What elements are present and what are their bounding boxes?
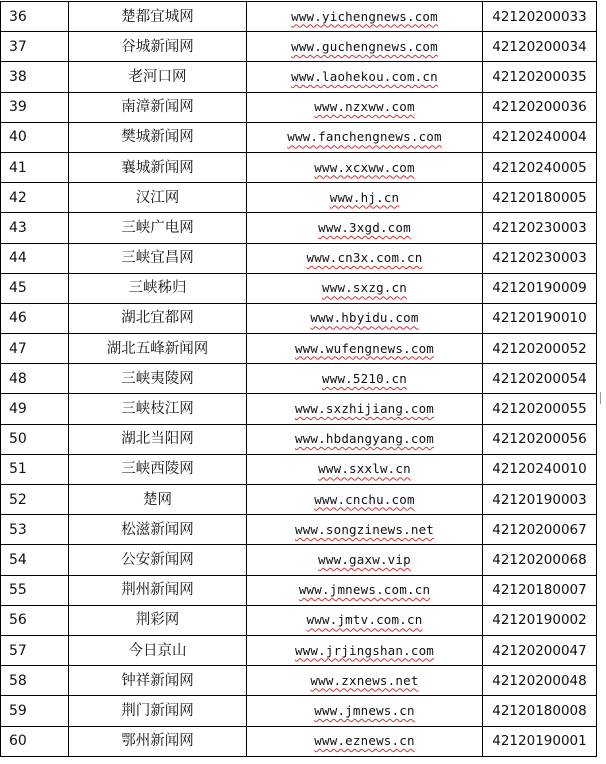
license-number: 42120190003 [492,491,587,508]
site-url: www.5210.cn [322,370,407,386]
site-name: 三峡夷陵网 [121,370,194,387]
table-row [1,575,597,605]
license-number-cell [483,92,597,122]
license-number-cell [483,515,597,545]
license-number-cell [483,726,597,756]
license-number-cell [483,183,597,213]
row-number-cell [1,515,69,545]
table-row [1,213,597,243]
website-registry-table [0,1,597,757]
row-number: 41 [9,159,27,176]
row-number: 42 [9,189,27,206]
site-url: www.songzinews.net [294,521,435,537]
site-name: 三峡宜昌网 [121,250,194,267]
license-number: 42120200054 [492,370,587,387]
site-url: www.eznews.cn [314,733,415,749]
table-row [1,485,597,515]
license-number: 42120200035 [492,68,587,85]
site-name-cell [69,2,247,32]
site-name: 老河口网 [128,68,187,85]
site-url: www.zxnews.net [310,672,419,688]
site-url: www.yichengnews.com [291,8,438,24]
table-row [1,666,597,696]
license-number: 42120190002 [492,612,587,629]
site-name: 樊城新闻网 [121,129,194,146]
site-name-cell [69,545,247,575]
site-name-cell [69,726,247,756]
site-url-cell [247,394,483,424]
license-number: 42120200033 [492,8,587,25]
row-number: 60 [9,733,27,750]
site-url-cell [247,515,483,545]
license-number-cell [483,243,597,273]
row-number-cell [1,364,69,394]
row-number: 47 [9,340,27,357]
site-name-cell [69,635,247,665]
table-row [1,243,597,273]
row-number-cell [1,122,69,152]
row-number: 54 [9,551,27,568]
row-number: 38 [9,68,27,85]
table-row [1,545,597,575]
row-number-cell [1,605,69,635]
site-name: 楚网 [143,491,172,508]
site-name-cell [69,424,247,454]
site-name: 南漳新闻网 [121,99,194,116]
site-name: 荆彩网 [135,612,180,629]
site-url-cell [247,635,483,665]
license-number-cell [483,2,597,32]
license-number: 42120200047 [492,642,587,659]
row-number: 36 [9,8,27,25]
license-number: 42120180005 [492,189,587,206]
site-url: www.sxzg.cn [322,280,407,296]
license-number: 42120180008 [492,702,587,719]
row-number-cell [1,92,69,122]
table-row [1,696,597,726]
row-number-cell [1,273,69,303]
row-number: 37 [9,38,27,55]
site-url: www.sxzhijiang.com [294,401,435,417]
site-url: www.sxxlw.cn [318,461,411,477]
site-name-cell [69,515,247,545]
site-url: www.wufengnews.com [294,340,435,356]
site-name-cell [69,303,247,333]
license-number-cell [483,545,597,575]
row-number-cell [1,666,69,696]
site-url: www.cn3x.com.cn [306,250,423,266]
site-url-cell [247,424,483,454]
row-number: 55 [9,582,27,599]
site-name: 钟祥新闻网 [121,672,194,689]
license-number-cell [483,32,597,62]
site-url: www.jmtv.com.cn [306,612,423,628]
site-url: www.xcxww.com [314,159,415,175]
site-url-cell [247,454,483,484]
license-number: 42120200034 [492,38,587,55]
site-name-cell [69,696,247,726]
row-number-cell [1,485,69,515]
site-name-cell [69,394,247,424]
site-url-cell [247,213,483,243]
row-number: 49 [9,401,27,418]
site-url: www.jmnews.com.cn [298,582,431,598]
site-url-cell [247,183,483,213]
row-number-cell [1,394,69,424]
site-url-cell [247,575,483,605]
license-number-cell [483,122,597,152]
site-url: www.cnchu.com [314,491,415,507]
site-name-cell [69,122,247,152]
row-number-cell [1,575,69,605]
license-number-cell [483,605,597,635]
site-name-cell [69,273,247,303]
table-row [1,424,597,454]
row-number-cell [1,454,69,484]
table-row [1,62,597,92]
site-url: www.hbyidu.com [310,310,419,326]
site-url-cell [247,696,483,726]
license-number: 42120190010 [492,310,587,327]
site-name: 襄城新闻网 [121,159,194,176]
site-url-cell [247,303,483,333]
license-number: 42120200036 [492,99,587,116]
site-name: 公安新闻网 [121,551,194,568]
site-name-cell [69,152,247,182]
site-name: 今日京山 [128,642,187,659]
license-number-cell [483,454,597,484]
row-number: 51 [9,461,27,478]
row-number: 52 [9,491,27,508]
row-number: 43 [9,219,27,236]
license-number-cell [483,62,597,92]
license-number: 42120190009 [492,280,587,297]
site-url: www.jrjingshan.com [294,642,435,658]
site-name-cell [69,243,247,273]
license-number: 42120200055 [492,401,587,418]
site-name: 汉江网 [135,189,180,206]
row-number: 57 [9,642,27,659]
row-number: 48 [9,370,27,387]
table-row [1,454,597,484]
site-url-cell [247,726,483,756]
page-edge-mark [600,392,606,404]
license-number-cell [483,424,597,454]
row-number: 40 [9,129,27,146]
site-url-cell [247,666,483,696]
site-url-cell [247,152,483,182]
table-row [1,605,597,635]
table-row [1,394,597,424]
site-url-cell [247,32,483,62]
row-number-cell [1,183,69,213]
row-number: 56 [9,612,27,629]
license-number-cell [483,394,597,424]
site-name: 松滋新闻网 [121,521,194,538]
site-name-cell [69,364,247,394]
row-number: 53 [9,521,27,538]
site-url-cell [247,2,483,32]
license-number-cell [483,364,597,394]
site-name: 湖北当阳网 [121,431,194,448]
row-number-cell [1,152,69,182]
site-name-cell [69,213,247,243]
site-url-cell [247,485,483,515]
row-number-cell [1,424,69,454]
license-number: 42120200052 [492,340,587,357]
license-number: 42120180007 [492,582,587,599]
row-number-cell [1,303,69,333]
row-number-cell [1,545,69,575]
license-number: 42120230003 [492,250,587,267]
site-url-cell [247,122,483,152]
site-url: www.hj.cn [329,189,400,205]
license-number: 42120240004 [492,129,587,146]
row-number-cell [1,62,69,92]
row-number: 45 [9,280,27,297]
site-name-cell [69,62,247,92]
table-row [1,273,597,303]
license-number-cell [483,666,597,696]
row-number-cell [1,243,69,273]
table-row [1,334,597,364]
row-number-cell [1,32,69,62]
license-number-cell [483,213,597,243]
site-url: www.jmnews.cn [314,702,415,718]
site-url: www.gaxw.vip [318,551,411,567]
table-row [1,635,597,665]
license-number: 42120240005 [492,159,587,176]
site-url-cell [247,364,483,394]
site-url: www.3xgd.com [318,219,411,235]
site-name: 鄂州新闻网 [121,733,194,750]
table-row [1,152,597,182]
table-row [1,2,597,32]
site-name: 三峡广电网 [121,219,194,236]
site-name-cell [69,32,247,62]
license-number-cell [483,273,597,303]
site-name-cell [69,666,247,696]
site-url-cell [247,605,483,635]
table-row [1,92,597,122]
site-name: 三峡枝江网 [121,401,194,418]
row-number: 50 [9,431,27,448]
row-number: 58 [9,672,27,689]
table-row [1,515,597,545]
license-number-cell [483,334,597,364]
license-number-cell [483,635,597,665]
row-number-cell [1,726,69,756]
license-number: 42120200056 [492,431,587,448]
row-number-cell [1,696,69,726]
site-name-cell [69,454,247,484]
table-body [1,2,597,757]
table-row [1,122,597,152]
table-row [1,364,597,394]
license-number: 42120240010 [492,461,587,478]
row-number-cell [1,213,69,243]
site-name-cell [69,575,247,605]
row-number: 59 [9,702,27,719]
table-row [1,303,597,333]
license-number-cell [483,696,597,726]
license-number: 42120200067 [492,521,587,538]
row-number: 39 [9,99,27,116]
site-name: 三峡秭归 [128,280,187,297]
row-number-cell [1,2,69,32]
site-name-cell [69,92,247,122]
site-name-cell [69,485,247,515]
site-url-cell [247,273,483,303]
site-url: www.hbdangyang.com [294,431,435,447]
site-url: www.guchengnews.com [291,38,438,54]
site-url-cell [247,334,483,364]
site-name: 荆州新闻网 [121,582,194,599]
table-row [1,183,597,213]
license-number: 42120200048 [492,672,587,689]
site-url-cell [247,62,483,92]
license-number-cell [483,303,597,333]
site-url: www.fanchengnews.com [287,129,442,145]
site-url: www.laohekou.com.cn [291,68,438,84]
row-number: 46 [9,310,27,327]
row-number: 44 [9,250,27,267]
license-number: 42120200068 [492,551,587,568]
table-row [1,32,597,62]
site-url-cell [247,243,483,273]
site-name-cell [69,183,247,213]
site-name: 楚都宜城网 [121,8,194,25]
site-url: www.nzxww.com [314,99,415,115]
site-url-cell [247,545,483,575]
site-name: 荆门新闻网 [121,702,194,719]
license-number-cell [483,575,597,605]
site-name: 三峡西陵网 [121,461,194,478]
site-name-cell [69,334,247,364]
row-number-cell [1,334,69,364]
site-name: 谷城新闻网 [121,38,194,55]
license-number-cell [483,152,597,182]
row-number-cell [1,635,69,665]
site-name: 湖北五峰新闻网 [106,340,209,357]
license-number-cell [483,485,597,515]
site-name: 湖北宜都网 [121,310,194,327]
license-number: 42120190001 [492,733,587,750]
site-url-cell [247,92,483,122]
site-name-cell [69,605,247,635]
license-number: 42120230003 [492,219,587,236]
table-row [1,726,597,756]
